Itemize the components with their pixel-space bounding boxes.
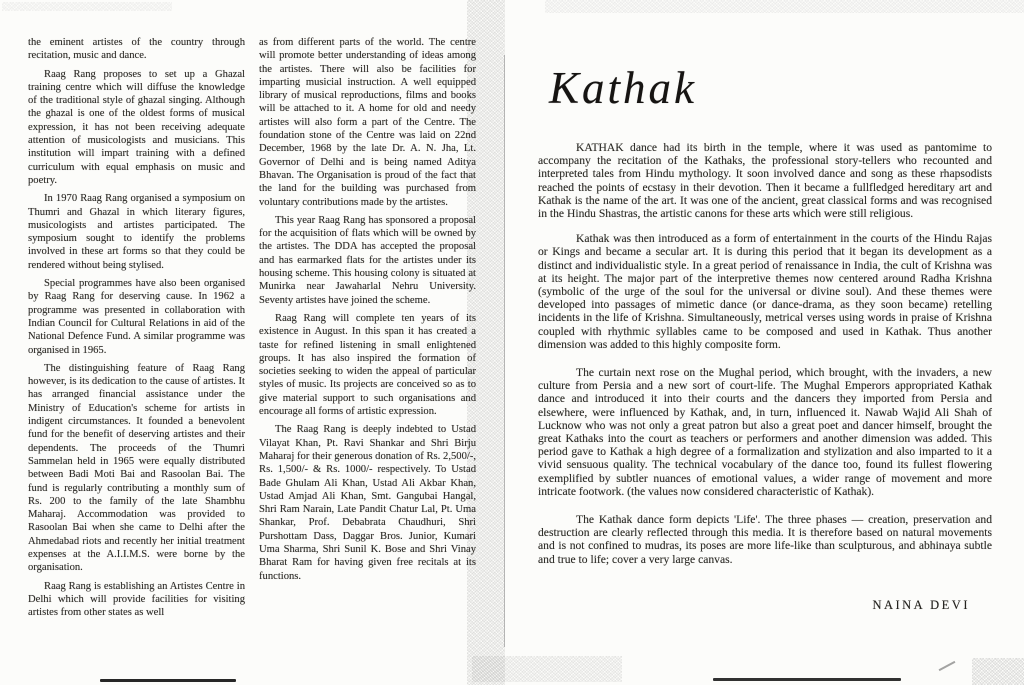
page-bottom-edge-right: [713, 678, 901, 681]
paragraph: The distinguishing feature of Raag Rang however, is its dedication to the cause of artistes. It has arranged financial assistance under the Ministry of Education's scheme for artists in indigent circumstances. It founded a benevolent fund for the benefit of deserving artistes and their dependents. The proceeds of the Thumri Sammelan held in 1965 were equally distributed between Badi Moti Bai and Rasoolan Bai. The fund is regularly contributing a monthly sum of Rs. 200 to the family of the late Shambhu Maharaj. Accommodation was provided to Rasoolan Bai when she came to Delhi after the Ahmedabad riots and recently her initial treatment expenses at the A.I.I.M.S. were borne by the organisation.: [28, 362, 245, 574]
scan-noise-top-left: [2, 2, 172, 11]
left-page-column-1: [28, 36, 245, 624]
page-fold-line: [504, 55, 505, 647]
author-signature: NAINA DEVI: [872, 598, 970, 612]
paragraph: Kathak was then introduced as a form of entertainment in the courts of the Hindu Rajas or Kings and became a secular art. It is during this period that it began its development as a distinct and individualistic style. In a great period of renaissance in India, the cult of Krishna was at its height. The major part of the interpretive themes now centered around Radha Krishna (symbolic of the urge of the soul for the universal or divine soul). And these themes were developed into passages of mimetic dance (or dance-drama, as they soon became) retelling incidents in the life of Krishna. Simultaneously, metrical verses using words in praise of Krishna coupled with rhythmic syllables came to be composed and used in Kathak. Thus another dimension was added to this highly composite form.: [538, 232, 992, 351]
paragraph: Raag Rang proposes to set up a Ghazal training centre which will diffuse the knowledge of the traditional style of ghazal singing. Although the ghazal is one of the oldest forms of musical expression, it has not been receiving adequate attention of musicologists and musicians. This institution will impart training with a defined curriculum with equal emphasis on music and poetry.: [28, 68, 245, 186]
scan-noise-top: [545, 0, 1024, 13]
paragraph: In 1970 Raag Rang organised a symposium on Thumri and Ghazal in which literary figures, musicologists and artistes participated. The symposium sought to identify the problems involved in these art forms so that they could be rendered without being stylised.: [28, 193, 245, 271]
paragraph: The Kathak dance form depicts 'Life'. The three phases — creation, preservation and destruction are clearly reflected through this media. It is therefore based on natural movements and is not confined to mudras, its poses are more life-like than sculpturous, and abhinaya subtle and true to life; cover a very large canvas.: [538, 513, 992, 566]
paragraph: This year Raag Rang has sponsored a proposal for the acquisition of flats which will be owned by the artistes. The DDA has accepted the proposal and has earmarked flats for the artistes under its housing scheme. This housing colony is situated at Munirka near Jawaharlal Nehru University. Seventy artistes have joined the scheme.: [259, 214, 476, 306]
paragraph: Raag Rang will complete ten years of its existence in August. In this span it has created a taste for refined listening in small enlightened groups. It has also inspired the formation of societies seeking to widen the appeal of particular styles of music. Its projects are conceived so as to give material support to such organisations and encourage all forms of artistic expression.: [259, 312, 476, 418]
scan-noise-corner: [972, 658, 1024, 685]
paragraph: KATHAK dance had its birth in the temple, where it was used as pantomime to accompany the recitation of the Kathaks, the professional story-tellers who recounted and interpreted tales from Hindu mythology. It soon involved dance and song as these rhapsodists reached the points of ecstasy in their devotion. Then it became a fullfledged hereditary art and Kathak is the name of the art. It was one of the ancient, great classical forms and was recognised in the Hindu Shastras, the artistic canons for these arts which were still religious.: [538, 141, 992, 221]
paragraph: as from different parts of the world. The centre will promote better understanding of ideas among the artistes. There will also be facilities for imparting musicial instruction. A well equipped library of musical reproductions, films and books will be attached to it. A home for old and needy artistes will also form a part of the Centre. The foundation stone of the Centre was laid on 22nd December, 1968 by the late Dr. A. N. Jha, Lt. Governor of Delhi and is being named Aditya Bhavan. The Organisation is proud of the fact that the land for the building was purchased from voluntary contributions made by the artistes.: [259, 37, 476, 208]
paragraph: the eminent artistes of the country through recitation, music and dance.: [28, 37, 245, 62]
scan-noise-bottom: [472, 656, 622, 682]
left-page-column-2: [259, 36, 476, 588]
scan-scratch-mark: [939, 661, 956, 671]
chapter-title: Kathak: [549, 63, 697, 113]
paragraph: The curtain next rose on the Mughal period, which brought, with the invaders, a new culture from Persia and a new sort of court-life. The Mughal Emperors appropriated Kathak dance and introduced it into their courts and the dancers they imported from Persia and elsewhere, were influenced by Kathak, and, in turn, influenced it. Nawab Wajid Ali Shah of Lucknow who was not only a great patron but also a great poet and dancer himself, brought the great Kathaks into the court as teachers or performers and another dimension was added. This period gave to Kathak a high degree of a formalization and stylization and also imparted to it a vivid sensuous quality. The technical vocabulary of the dance too, found its fullest flowering exemplified by subtler nuances of emotional values, a wider range of movement and more intricate footwork. (the values now considered characteristic of Kathak).: [538, 366, 992, 498]
paragraph: The Raag Rang is deeply indebted to Ustad Vilayat Khan, Pt. Ravi Shankar and Shri Birju Maharaj for their generous donation of Rs. 2,500/-, Rs. 1,500/- & Rs. 1000/- respectively. To Ustad Bade Ghulam Ali Khan, Ustad Ali Akbar Khan, Ustad Amjad Ali Khan, Smt. Gangubai Hangal, Shri Ram Narain, Late Pandit Chatur Lal, Pt. Uma Shankar, Prof. Debabrata Chaudhuri, Shri Purshottam Dass, Daggar Bros. Junior, Kumari Uma Sharma, Shri Sunil K. Bose and Shri Vinay Bharat Ram for having given free recitals at its functions.: [259, 424, 476, 582]
right-page-body: [538, 141, 992, 578]
paragraph: Raag Rang is establishing an Artistes Centre in Delhi which will provide facilities for visiting artistes from other states as well: [28, 580, 245, 619]
page-bottom-edge-left: [100, 679, 236, 682]
paragraph: Special programmes have also been organised by Raag Rang for deserving cause. In 1962 a programme was presented in collaboration with Indian Council for Cultural Relations in aid of the National Defence Fund. A similar programme was organised in 1965.: [28, 278, 245, 356]
